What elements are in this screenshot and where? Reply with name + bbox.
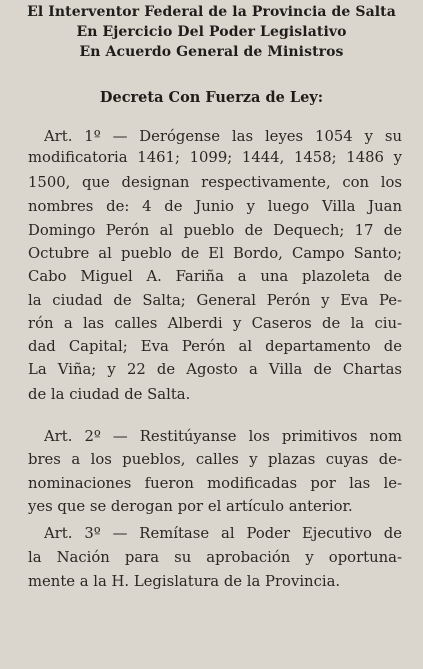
article-3-line: Art. 3º — Remítase al Poder Ejecutivo de <box>44 525 402 542</box>
article-2-line: Art. 2º — Restitúyanse los primitivos nom <box>44 428 402 445</box>
article-1-line: de la ciudad de Salta. <box>28 386 191 403</box>
article-1-line: Art. 1º — Derógense las leyes 1054 y su <box>44 128 402 145</box>
header-line-1: El Interventor Federal de la Provincia de Salta <box>27 4 396 20</box>
article-1-line: Domingo Perón al pueblo de Dequech; 17 de <box>28 222 402 239</box>
article-1-line: nombres de: 4 de Junio y luego Villa Juan <box>28 198 402 215</box>
article-1-line: modificatoria 1461; 1099; 1444, 1458; 1486 y <box>28 149 402 166</box>
article-3-line: mente a la H. Legislatura de la Provincia. <box>28 573 341 590</box>
header-line-3: En Acuerdo General de Ministros <box>79 44 344 60</box>
article-1-line: 1500, que designan respectivamente, con los <box>28 174 402 191</box>
article-2-line: bres a los pueblos, calles y plazas cuyas de- <box>28 451 402 468</box>
article-2-line: yes que se derogan por el artículo anterior. <box>28 498 353 515</box>
header-line-2: En Ejercicio Del Poder Legislativo <box>76 24 347 40</box>
article-1-line: dad Capital; Eva Perón al departamento de <box>28 338 402 355</box>
article-1-line: la ciudad de Salta; General Perón y Eva Pe- <box>28 292 402 309</box>
article-1-line: La Viña; y 22 de Agosto a Villa de Chartas <box>28 361 402 378</box>
article-3-line: la Nación para su aprobación y oportuna- <box>28 549 402 566</box>
article-1-line: Octubre al pueblo de El Bordo, Campo Santo; <box>28 245 402 262</box>
article-1-line: rón a las calles Alberdi y Caseros de la ciu- <box>28 315 402 332</box>
article-1-line: Cabo Miguel A. Fariña a una plazoleta de <box>28 268 402 285</box>
decree-title: Decreta Con Fuerza de Ley: <box>99 89 324 106</box>
article-2-line: nominaciones fueron modificadas por las le- <box>28 475 402 492</box>
